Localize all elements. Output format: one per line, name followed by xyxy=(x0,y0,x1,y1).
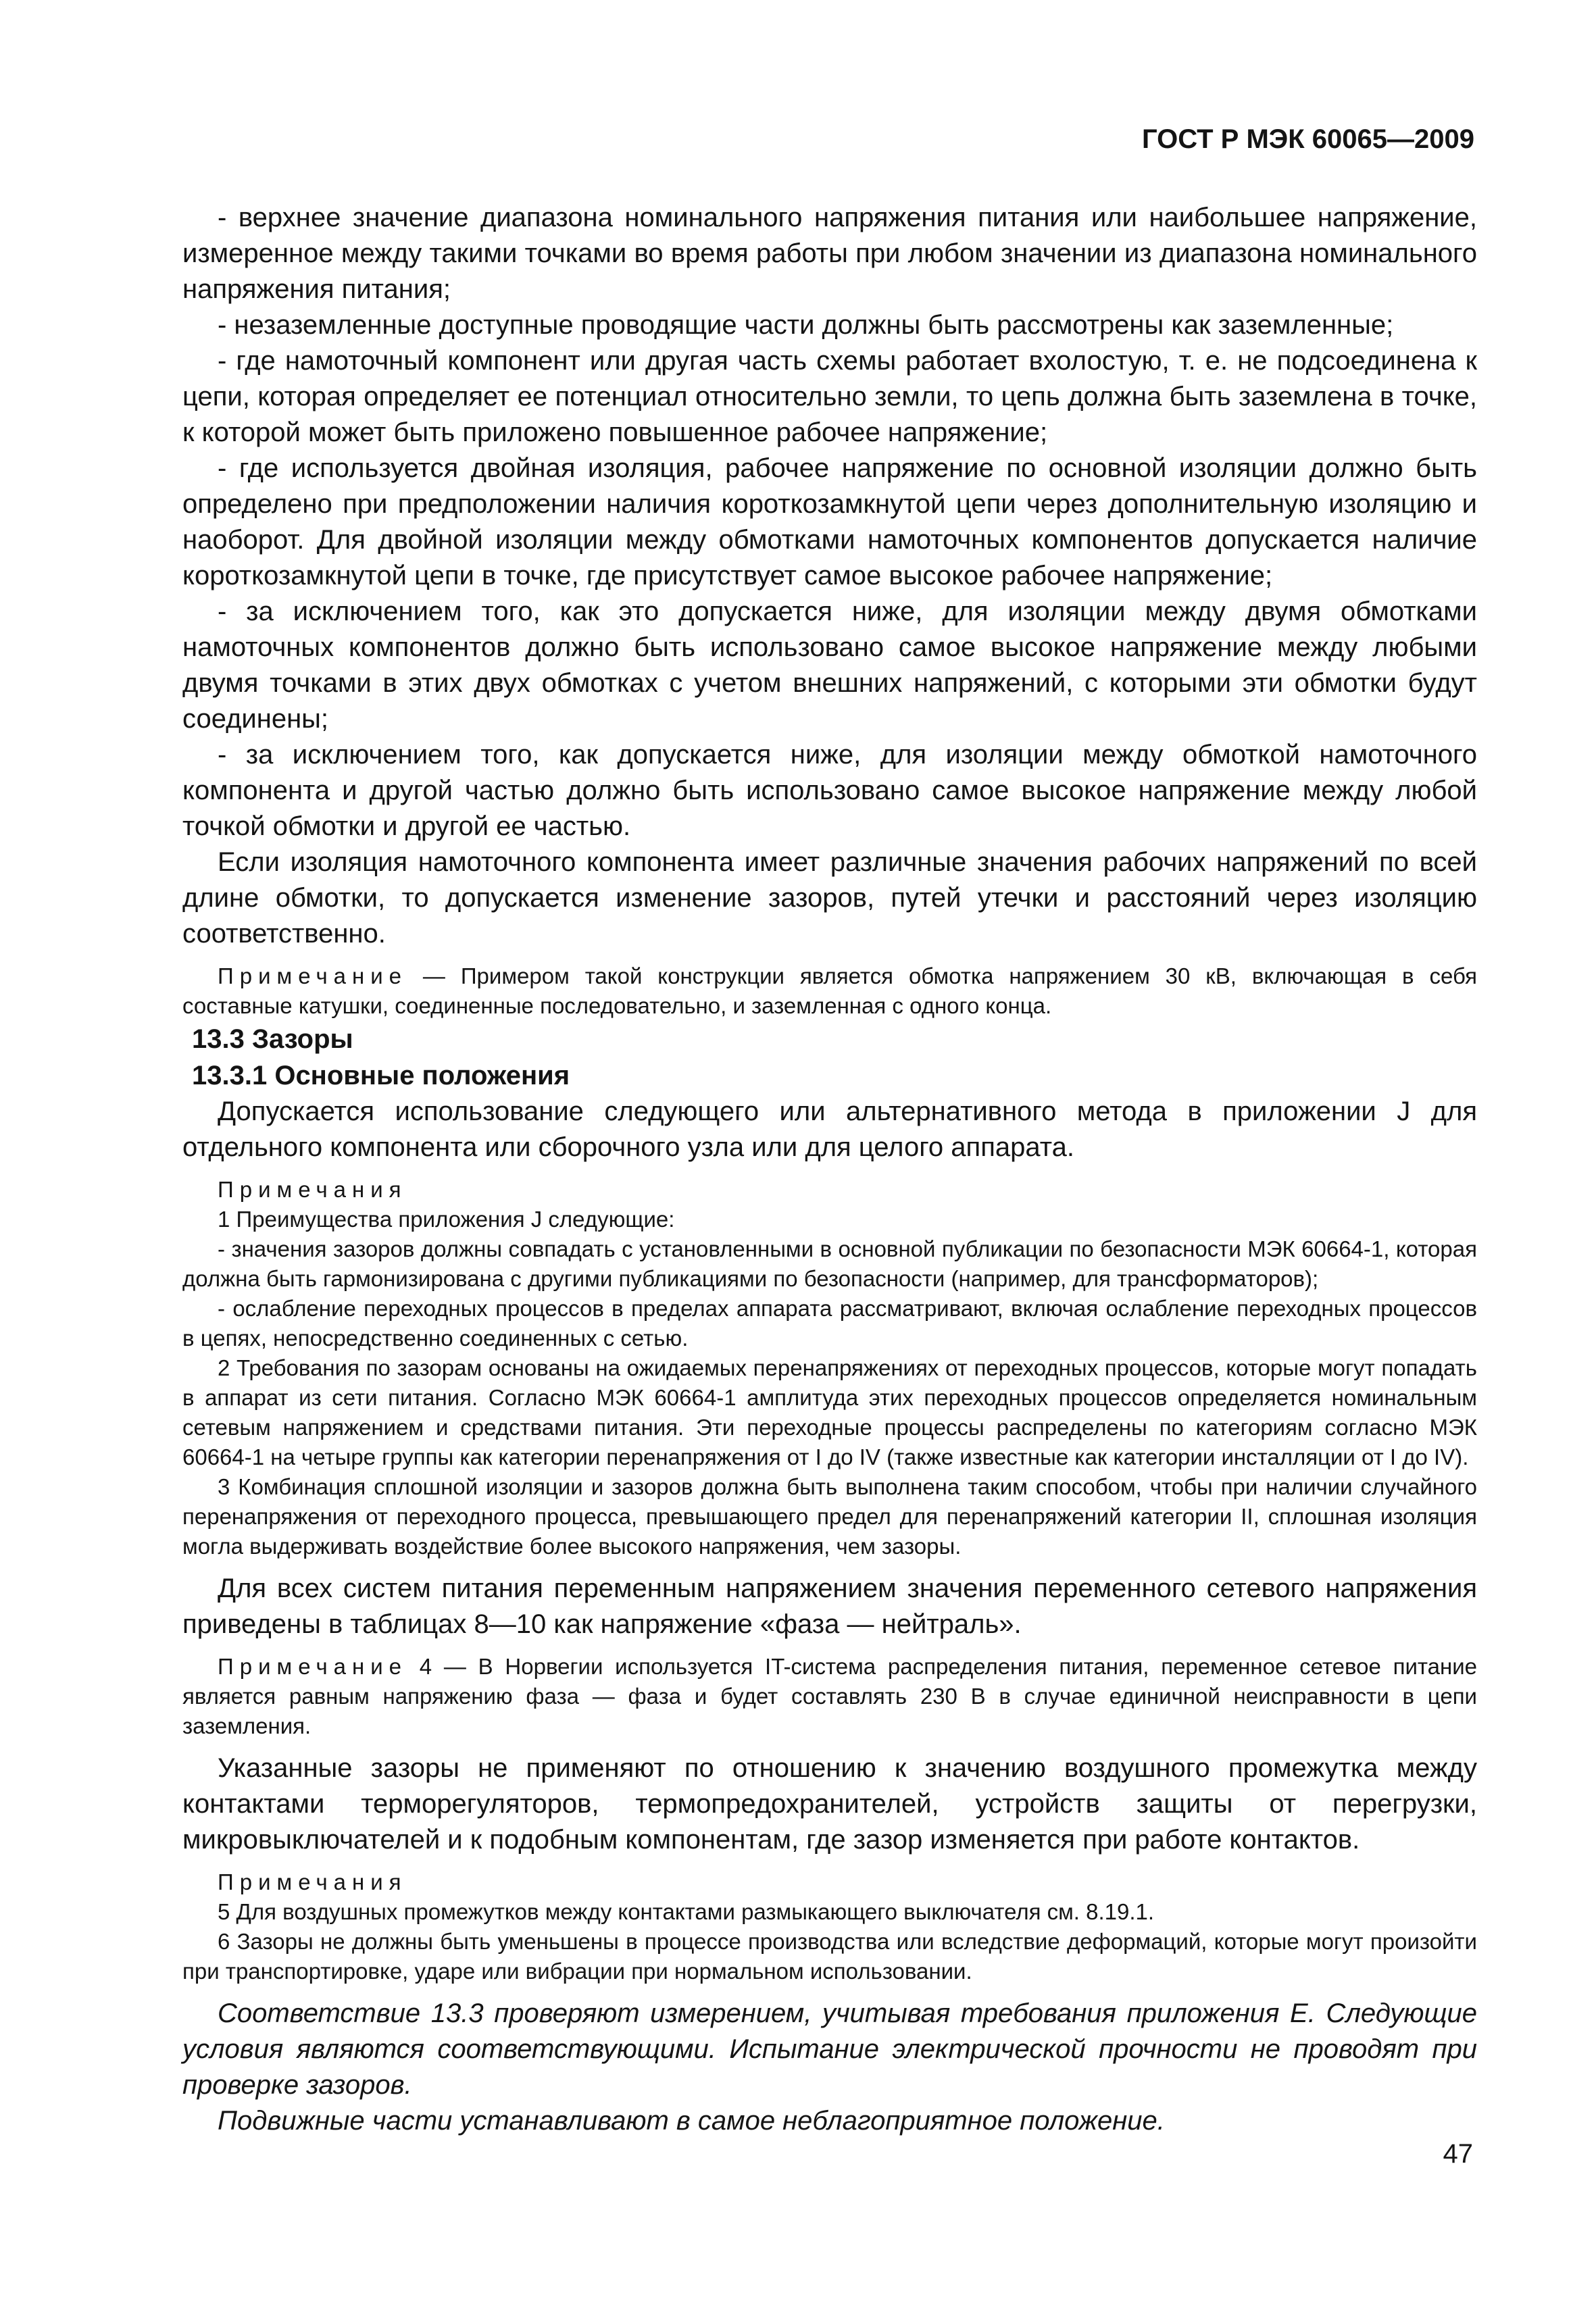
notes-label xyxy=(182,1175,1477,1205)
paragraph: Если изоляция намоточного компонента имеет различные значения рабочих напряжений по всей длине обмотки, то допускается изменение зазоров, путей утечки и расстояний через изоляцию соответственно. xyxy=(182,847,1477,949)
notes-label-text: Примечания xyxy=(218,1177,407,1202)
list-item: - незаземленные доступные проводящие части должны быть рассмотрены как заземленные; xyxy=(218,310,1394,340)
note-item: - ослабление переходных процессов в пределах аппарата рассматривают, включая ослабление переходных процессов в цепях, непосредственно соединенных с сетью. xyxy=(182,1296,1477,1351)
notes-label xyxy=(182,1867,1477,1897)
paragraph: Для всех систем питания переменным напряжением значения переменного сетевого напряжения приведены в таблицах 8—10 как напряжение «фаза — нейтраль». xyxy=(182,1574,1477,1639)
list-item: - где намоточный компонент или другая часть схемы работает вхолостую, т. е. не подсоединена к цепи, которая определяет ее потенциал относительно земли, то цепь должна быть заземлена в точке, к которой может быть приложено повышенное рабочее напряжение; xyxy=(182,346,1477,447)
page-number: 47 xyxy=(1443,2139,1473,2169)
list-item: - за исключением того, как это допускается ниже, для изоляции между двумя обмотками намоточных компонентов должно быть использовано самое высокое напряжение между любыми двумя точками в этих двух обмотках с учетом внешних напряжений, с которыми эти обмотки будут соединены; xyxy=(182,597,1477,734)
note-text: 4 — В Норвегии используется IT-система распределения питания, переменное сетевое питание является равным напряжению фаза — фаза и будет составлять 230 В в случае единичной неисправности в цепи заземления. xyxy=(182,1654,1477,1738)
note-item: 5 Для воздушных промежутков между контактами размыкающего выключателя см. 8.19.1. xyxy=(218,1899,1155,1924)
page-content xyxy=(182,200,1477,2139)
note-label: Примечание xyxy=(218,1654,408,1679)
paragraph: Указанные зазоры не применяют по отношению к значению воздушного промежутка между контактами терморегуляторов, термопредохранителей, устройств защиты от перегрузки, микровыключателей и к подобным компонентам, где зазор изменяется при работе контактов. xyxy=(182,1753,1477,1855)
compliance-paragraph: Подвижные части устанавливают в самое неблагоприятное положение. xyxy=(218,2106,1165,2136)
section-title: 13.3 Зазоры xyxy=(192,1024,353,1054)
note-item: 3 Комбинация сплошной изоляции и зазоров должна быть выполнена таким способом, чтобы при наличии случайного перенапряжения от переходного процесса, превышающего предел для перенапряжений категории II, сплошная изоляция могла выдерживать воздействие более высокого напряжения, чем зазоры. xyxy=(182,1474,1477,1559)
list-item: - где используется двойная изоляция, рабочее напряжение по основной изоляции должно быть определено при предположении наличия короткозамкнутой цепи через дополнительную изоляцию и наоборот. Для двойной изоляции между обмотками намоточных компонентов допускается наличие короткозамкнутой цепи в точке, где присутствует самое высокое рабочее напряжение; xyxy=(182,453,1477,590)
compliance-paragraph: Соответствие 13.3 проверяют измерением, учитывая требования приложения Е. Следующие условия являются соответствующими. Испытание электрической прочности не проводят при проверке зазоров. xyxy=(182,1998,1477,2100)
note-label: Примечание xyxy=(218,963,408,988)
note xyxy=(182,961,1477,1021)
list-item: - верхнее значение диапазона номинального напряжения питания или наибольшее напряжение, измеренное между такими точками во время работы при любом значении из диапазона номинального напряжения питания; xyxy=(182,203,1477,304)
subsection-title: 13.3.1 Основные положения xyxy=(192,1061,570,1090)
note-item: 1 Преимущества приложения J следующие: xyxy=(218,1207,675,1232)
note-text: — Примером такой конструкции является обмотка напряжением 30 кВ, включающая в себя составные катушки, соединенные последовательно, и заземленная с одного конца. xyxy=(182,963,1477,1018)
paragraph: Допускается использование следующего или альтернативного метода в приложении J для отдельного компонента или сборочного узла или для целого аппарата. xyxy=(182,1097,1477,1162)
document-header: ГОСТ Р МЭК 60065—2009 xyxy=(1141,124,1474,154)
list-item: - за исключением того, как допускается ниже, для изоляции между обмоткой намоточного компонента и другой частью должно быть использовано самое высокое напряжение между любой точкой обмотки и другой ее частью. xyxy=(182,740,1477,841)
note-item: 2 Требования по зазорам основаны на ожидаемых перенапряжениях от переходных процессов, которые могут попадать в аппарат из сети питания. Согласно МЭК 60664-1 амплитуда этих переходных процессов определяется номинальным сетевым напряжением и средствами питания. Эти переходные процессы распределены по категориям согласно МЭК 60664-1 на четыре группы как категории перенапряжения от I до IV (также известные как категории инсталляции от I до IV). xyxy=(182,1355,1477,1469)
note-item: 6 Зазоры не должны быть уменьшены в процессе производства или вследствие деформаций, которые могут произойти при транспортировке, ударе или вибрации при нормальном использовании. xyxy=(182,1929,1477,1984)
note-item: - значения зазоров должны совпадать с установленными в основной публикации по безопасности МЭК 60664-1, которая должна быть гармонизирована с другими публикациями по безопасности (например, для трансформаторов); xyxy=(182,1236,1477,1291)
notes-label-text: Примечания xyxy=(218,1869,407,1894)
note xyxy=(182,1652,1477,1741)
